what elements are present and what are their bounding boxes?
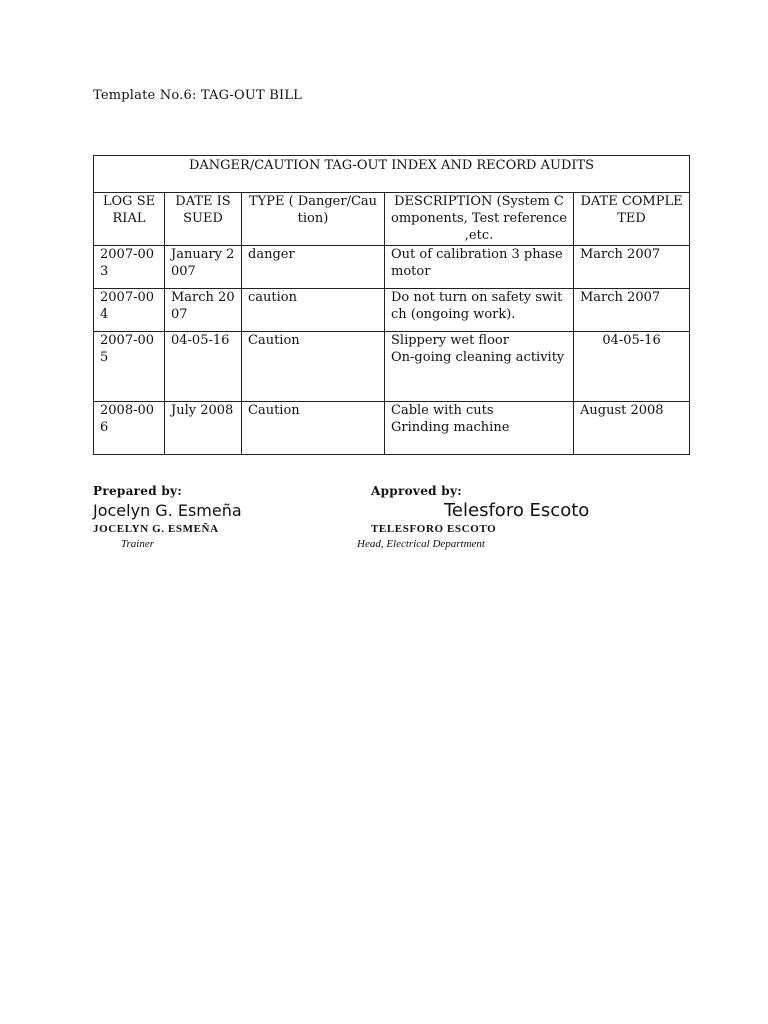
cell-date-issued: January 2007: [165, 246, 242, 289]
table-header-row: [94, 193, 690, 246]
cell-date-completed: March 2007: [574, 246, 690, 289]
cell-log-serial: 2008-006: [94, 402, 165, 455]
description-line: Slippery wet floor: [391, 333, 509, 348]
cell-type: caution: [242, 289, 385, 332]
cell-date-completed: March 2007: [574, 289, 690, 332]
table-row: [94, 332, 690, 402]
table-row: [94, 246, 690, 289]
header-date-completed: DATE COMPLETED: [574, 193, 690, 246]
description-line: Do not turn on safety switch (ongoing work).: [391, 290, 563, 322]
cell-date-issued: July 2008: [165, 402, 242, 455]
description-line: On-going cleaning activity: [391, 350, 565, 365]
cell-date-issued: March 2007: [165, 289, 242, 332]
prepared-by-signature: Jocelyn G. Esmeña: [93, 501, 242, 520]
approved-by-printed-name: TELESFORO ESCOTO: [371, 523, 497, 535]
cell-description: [385, 402, 574, 455]
approved-by-label: Approved by:: [371, 484, 462, 498]
cell-log-serial: 2007-004: [94, 289, 165, 332]
cell-type: Caution: [242, 332, 385, 402]
description-line: Out of calibration 3 phase motor: [391, 247, 563, 279]
cell-log-serial: 2007-003: [94, 246, 165, 289]
approved-by-signature: Telesforo Escoto: [444, 500, 590, 521]
table-row: [94, 402, 690, 455]
header-date-issued: DATE ISSUED: [165, 193, 242, 246]
cell-log-serial: 2007-005: [94, 332, 165, 402]
prepared-by-printed-name: JOCELYN G. ESMEÑA: [93, 523, 219, 535]
header-description: DESCRIPTION (System Components, Test reference ,etc.: [385, 193, 574, 246]
cell-type: danger: [242, 246, 385, 289]
cell-type: Caution: [242, 402, 385, 455]
header-type: TYPE ( Danger/Caution): [242, 193, 385, 246]
description-line: Grinding machine: [391, 420, 510, 435]
table-row: [94, 289, 690, 332]
cell-description: [385, 332, 574, 402]
prepared-by-label: Prepared by:: [93, 484, 183, 498]
tagout-record-table: [93, 155, 690, 455]
header-log-serial: LOG SERIAL: [94, 193, 165, 246]
cell-date-completed: August 2008: [574, 402, 690, 455]
cell-date-issued: 04-05-16: [165, 332, 242, 402]
cell-description: [385, 246, 574, 289]
approved-by-role: Head, Electrical Department: [357, 538, 485, 550]
table-title: DANGER/CAUTION TAG-OUT INDEX AND RECORD AUDITS: [94, 156, 690, 193]
description-line: Cable with cuts: [391, 403, 494, 418]
prepared-by-role: Trainer: [121, 538, 155, 550]
cell-date-completed: 04-05-16: [574, 332, 690, 402]
document-title: Template No.6: TAG-OUT BILL: [93, 88, 302, 103]
cell-description: [385, 289, 574, 332]
